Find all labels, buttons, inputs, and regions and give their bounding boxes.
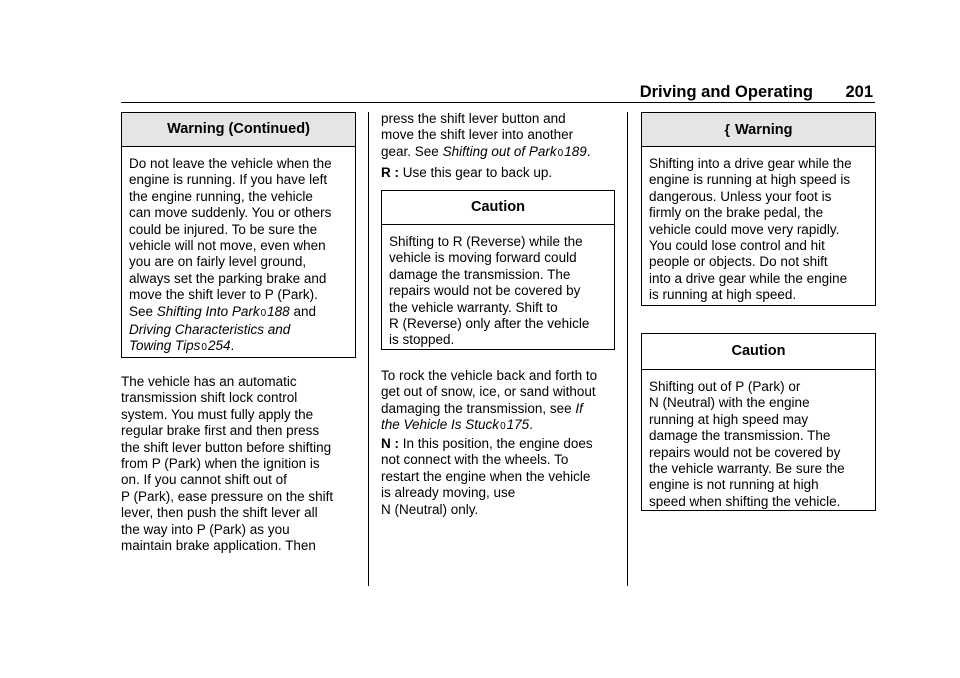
caution-shifting-title: Caution	[642, 334, 875, 370]
para-line: is already moving, use	[381, 485, 516, 501]
period: .	[586, 143, 591, 159]
caution-line: damage the transmission. The	[389, 266, 571, 282]
para-line: maintain brake application. Then	[121, 538, 316, 554]
caution-shifting-body	[642, 370, 875, 510]
para-line: regular brake first and then press	[121, 423, 320, 439]
page-number: 201	[845, 83, 873, 101]
para-line: the way into P (Park) as you	[121, 521, 290, 537]
ref-vehicle-is-stuck[interactable]: the Vehicle Is Stuck	[381, 417, 500, 433]
warning-line: people or objects. Do not shift	[649, 254, 828, 270]
para-line: from P (Park) when the ignition is	[121, 456, 320, 472]
neutral-paragraph	[381, 436, 625, 518]
warning-continued-body	[122, 147, 355, 357]
warning-line: firmly on the brake pedal, the	[649, 205, 824, 221]
warning-continued-box	[121, 112, 356, 358]
warning-line: Shifting into a drive gear while the	[649, 156, 852, 171]
para-line: system. You must fully apply the	[121, 406, 314, 422]
warning-icon: {	[724, 121, 730, 137]
para-line: move the shift lever into another	[381, 127, 574, 143]
caution-line: Shifting to R (Reverse) while the	[389, 234, 583, 249]
warning-line: always set the parking brake and	[129, 270, 327, 286]
caution-line: running at high speed may	[649, 411, 809, 427]
para-line: The vehicle has an automatic	[121, 374, 297, 389]
ref-shifting-into-park[interactable]: Shifting Into Park	[156, 303, 260, 319]
caution-line: repairs would not be covered by	[389, 283, 581, 299]
page-header	[121, 82, 875, 103]
caution-line: repairs would not be covered by	[649, 444, 841, 460]
para-line: To rock the vehicle back and forth to	[381, 368, 598, 383]
para-line: N (Neutral) only.	[381, 501, 479, 517]
caution-line: damage the transmission. The	[649, 428, 831, 444]
period: .	[230, 338, 235, 354]
warning-line: move the shift lever to P (Park).	[129, 287, 318, 303]
page-ref-arrow-icon: 0	[260, 307, 267, 319]
neutral-text: In this position, the engine does	[399, 436, 593, 451]
caution-line: speed when shifting the vehicle.	[649, 493, 841, 509]
reverse-text: Use this gear to back up.	[399, 165, 553, 180]
ref-page-254[interactable]: 254	[207, 338, 231, 354]
ref-if[interactable]: If	[575, 400, 583, 416]
caution-line: engine is not running at high	[649, 477, 819, 493]
page-ref-arrow-icon: 0	[201, 342, 207, 354]
para-line: restart the engine when the vehicle	[381, 468, 591, 484]
warning-line: vehicle will not move, even when	[129, 238, 326, 254]
caution-reverse-body	[382, 225, 614, 349]
page-ref-arrow-icon: 0	[500, 421, 506, 433]
caution-line: the vehicle warranty. Be sure the	[649, 461, 845, 477]
warning-line: dangerous. Unless your foot is	[649, 188, 832, 204]
warning-drive-gear-header	[642, 113, 875, 147]
shift-lock-paragraph	[121, 374, 361, 554]
caution-reverse-title: Caution	[382, 191, 614, 225]
para-line: on. If you cannot shift out of	[121, 472, 287, 488]
warning-line: engine is running. If you have left	[129, 172, 328, 188]
caution-line: R (Reverse) only after the vehicle	[389, 316, 590, 332]
ref-towing-tips[interactable]: Towing Tips	[129, 338, 201, 354]
period: .	[529, 417, 533, 433]
ref-page-175[interactable]: 175	[506, 417, 530, 433]
warning-line: You could lose control and hit	[649, 238, 825, 254]
warning-line: can move suddenly. You or others	[129, 205, 332, 221]
para-line: lever, then push the shift lever all	[121, 505, 318, 521]
reverse-paragraph	[381, 165, 621, 181]
warning-drive-gear-box	[641, 112, 876, 306]
caution-shifting-box	[641, 333, 876, 511]
para-line: press the shift lever button and	[381, 111, 566, 126]
warning-drive-gear-title: Warning	[734, 122, 793, 138]
caution-line: vehicle is moving forward could	[389, 250, 577, 266]
see-text: gear. See	[381, 143, 443, 159]
and-text: and	[289, 303, 316, 319]
warning-line: the engine running, the vehicle	[129, 188, 313, 204]
page-ref-arrow-icon: 0	[557, 147, 564, 159]
section-title: Driving and Operating	[639, 83, 813, 101]
warning-continued-title: Warning (Continued)	[122, 113, 355, 147]
column-divider-2	[627, 112, 628, 586]
para-line: P (Park), ease pressure on the shift	[121, 488, 334, 504]
rock-vehicle-paragraph	[381, 368, 625, 436]
warning-line: into a drive gear while the engine	[649, 270, 848, 286]
column-divider-1	[368, 112, 369, 586]
warning-line: could be injured. To be sure the	[129, 221, 318, 237]
reverse-label: R :	[381, 165, 399, 180]
warning-drive-gear-body	[642, 147, 875, 304]
see-text: See	[129, 303, 157, 319]
caution-line: is stopped.	[389, 332, 455, 348]
ref-shifting-out-of-park[interactable]: Shifting out of Park	[442, 143, 557, 159]
warning-line: Do not leave the vehicle when the	[129, 156, 332, 171]
caution-line: the vehicle warranty. Shift to	[389, 299, 558, 315]
ref-driving-characteristics[interactable]: Driving Characteristics and	[129, 322, 291, 338]
warning-line: vehicle could move very rapidly.	[649, 221, 840, 237]
warning-line: you are on fairly level ground,	[129, 254, 307, 270]
para-line: damaging the transmission, see	[381, 400, 576, 416]
caution-reverse-box	[381, 190, 615, 350]
warning-line: engine is running at high speed is	[649, 172, 851, 188]
para-line: transmission shift lock control	[121, 390, 298, 406]
para-line: not connect with the wheels. To	[381, 452, 569, 468]
caution-line: Shifting out of P (Park) or	[649, 379, 801, 394]
park-continuation-paragraph	[381, 111, 621, 162]
ref-page-189[interactable]: 189	[564, 143, 587, 159]
neutral-label: N :	[381, 436, 399, 451]
para-line: the shift lever button before shifting	[121, 439, 332, 455]
warning-line: is running at high speed.	[649, 287, 797, 303]
para-line: get out of snow, ice, or sand without	[381, 384, 596, 400]
caution-line: N (Neutral) with the engine	[649, 395, 810, 411]
ref-page-188[interactable]: 188	[267, 303, 290, 319]
